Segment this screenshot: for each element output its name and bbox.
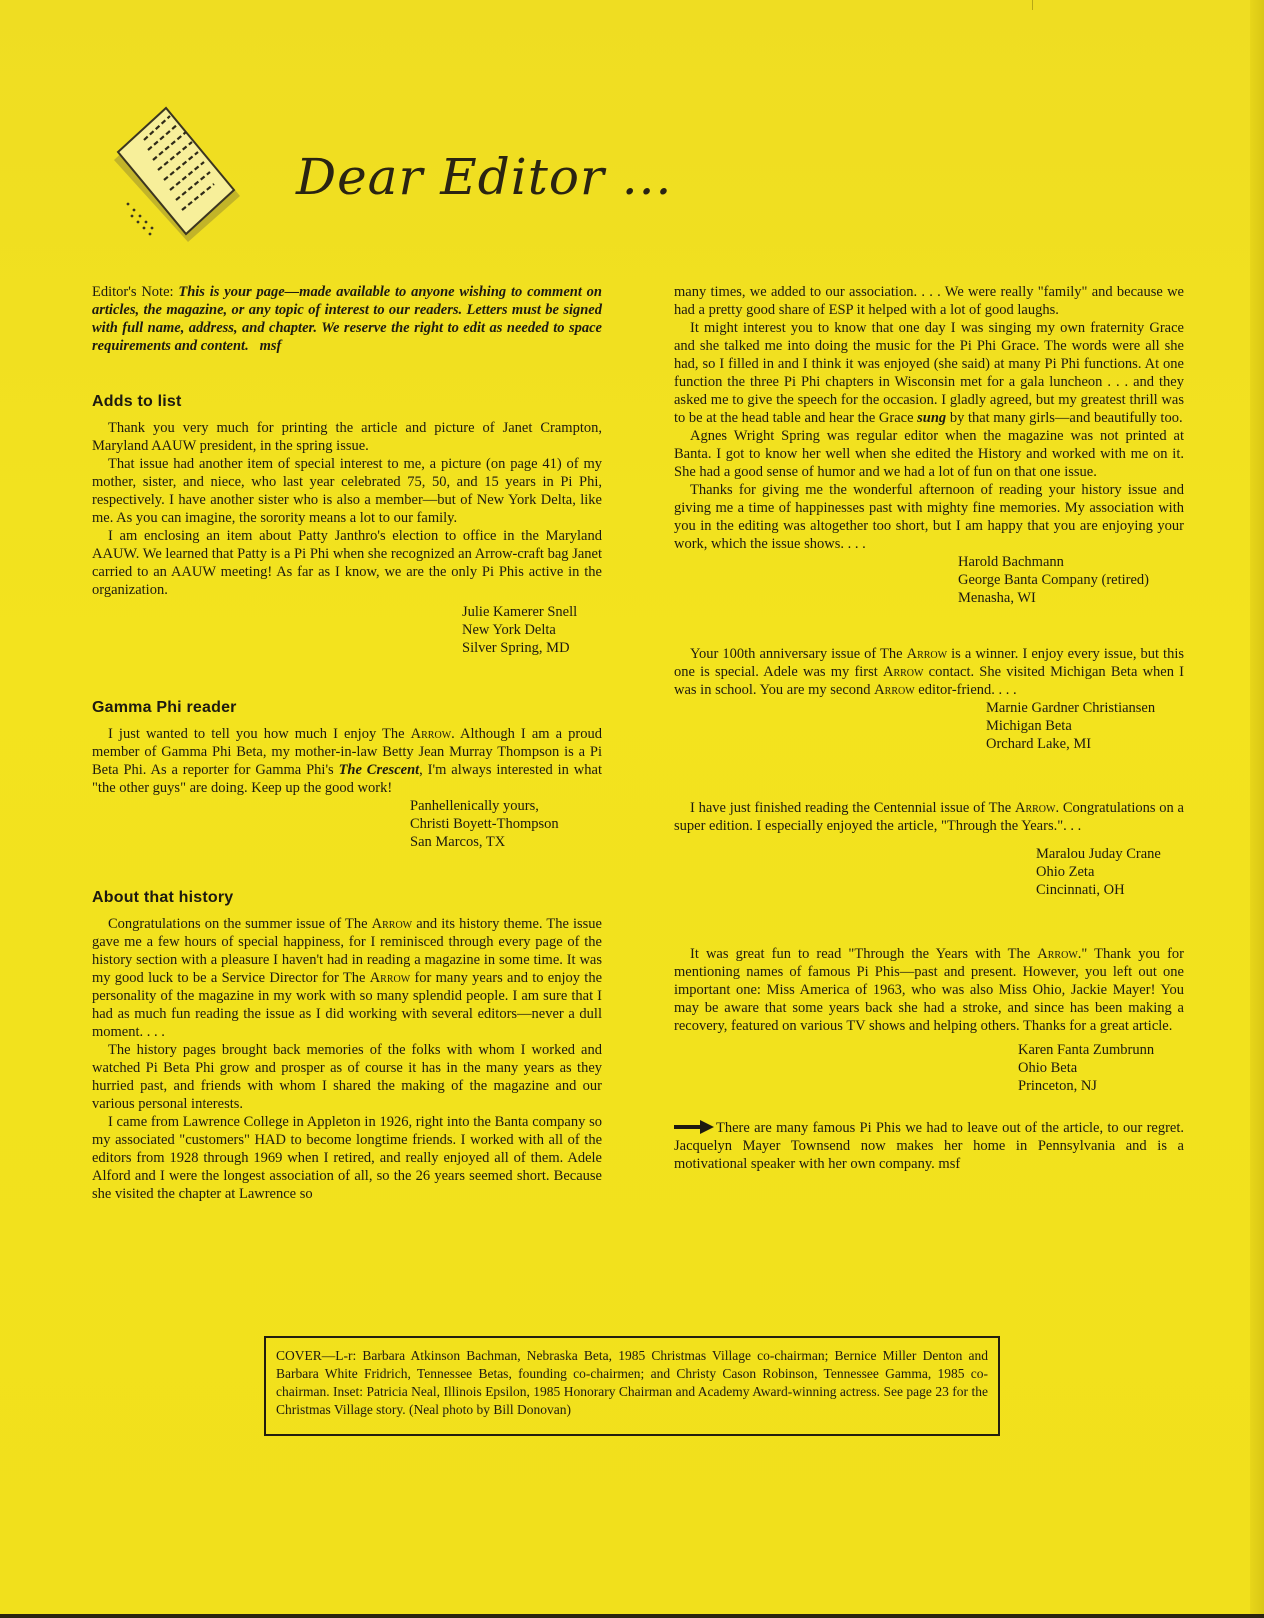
page-edge [1250, 0, 1264, 1618]
text-run: editor-friend. . . . [914, 682, 1017, 698]
magazine-name: Arrow [906, 646, 948, 662]
text-run: Congratulations on the summer issue of The [108, 916, 372, 932]
letter-adds-p3: I am enclosing an item about Patty Janthro's election to office in the Maryland AAUW. We learned that Patty is a Pi Phi when she recognized an Arrow-craft bag Janet carried to an AAUW meeting! As far as I know, we are the only Pi Phis active in the organization. [92, 528, 602, 598]
letter-history-p3: I came from Lawrence College in Appleton in 1926, right into the Banta company so my associated "customers" HAD to become longtime friends. I worked with all of the editors from 1928 through 1969 when I retired, and really enjoyed all of them. Adele Alford and I were the longest association of all, so the 26 years seemed short. Because she visited the chapter at Lawrence so [92, 1114, 602, 1202]
letter-document-icon [108, 104, 248, 244]
signature-company: George Banta Company (retired) [958, 572, 1149, 588]
page-title: Dear Editor ... [296, 148, 673, 206]
letter-super-p1 [674, 799, 1184, 835]
signature-famous [1018, 1041, 1184, 1095]
magazine-name: Arrow [874, 682, 915, 698]
text-run: It might interest you to know that one day I was singing my own fraternity Grace and she talked me into doing the music for the Pi Phi Grace. The words were all she had, so I filled in and I think it was enjoyed (she said) at many Pi Phi functions. At one function the three Pi Phi chapters in Wisconsin met for a gala luncheon . . . and they asked me to give the speech for the occasion. I gladly agreed, but my greatest thrill was to be at the head table and hear the Grace [674, 320, 1184, 426]
signature-city: Menasha, WI [958, 590, 1036, 606]
letter-gamma-p1 [92, 725, 602, 797]
magazine-name: Arrow [1037, 946, 1078, 962]
letter-adds-p1: Thank you very much for printing the article and picture of Janet Crampton, Maryland AAUW president, in the spring issue. [92, 420, 602, 454]
letter-history-p7: Thanks for giving me the wonderful afternoon of reading your history issue and giving me a time of happinesses past with mighty fine memories. My association with you in the editing was altogether too short, but I am happy that you are enjoying your work, which the issue shows. . . . [674, 482, 1184, 552]
heading-adds-to-list: Adds to list [92, 393, 182, 410]
text-run: contact. She visited Michigan Beta when I was in school. You are my second [674, 664, 1184, 698]
text-run: and its history theme. The issue gave me a few hours of special happiness, for I reminisced through every page of the history section with a pleasure I haven't had in reading a magazine in some time. It was my good luck to be a Service Director for The [92, 916, 602, 986]
letter-history-p4: many times, we added to our association. . . . We were really "family" and because we had a pretty good share of ESP it helped with a lot of good laughs. [674, 284, 1184, 318]
italic-word: sung [917, 410, 947, 426]
italic-title: The Crescent [338, 762, 420, 778]
text-run: by that many girls—and beautifully too. [946, 410, 1183, 426]
letter-history-p5 [674, 319, 1184, 427]
signature-gamma [410, 797, 602, 851]
signature-name: Christi Boyett-Thompson [410, 816, 559, 832]
text-run: Your 100th anniversary issue of The [690, 646, 907, 662]
editor-note [92, 283, 602, 355]
cover-caption-box [264, 1336, 1000, 1436]
signature-chapter: Ohio Beta [1018, 1060, 1078, 1076]
text-run: . Although I am a proud member of Gamma Phi Beta, my mother-in-law Betty Jean Murray Thompson is a Pi Beta Phi. As a reporter for Gamma Phi's [92, 726, 602, 778]
magazine-name: Arrow [1014, 800, 1056, 816]
signature-name: Julie Kamerer Snell [462, 604, 578, 620]
letter-history-p2: The history pages brought back memories of the folks with whom I worked and watched Pi Beta Phi grow and prosper as of course it has in the many years as they hurried past, and friends with whom I shared the making of the magazine and our various personal interests. [92, 1042, 602, 1112]
signature-centennial [986, 699, 1184, 753]
signature-history [958, 553, 1184, 607]
text-run: is a winner. I enjoy every issue, but this one is special. Adele was my first [674, 646, 1185, 680]
signature-super [1036, 845, 1184, 899]
signature-name: Maralou Juday Crane [1036, 846, 1161, 862]
bottom-rule [0, 1614, 1264, 1618]
letter-famous-p1 [674, 945, 1184, 1035]
magazine-name: Arrow [410, 726, 452, 742]
signature-name: Harold Bachmann [958, 554, 1064, 570]
text-run: It was great fun to read "Through the Years with The [690, 946, 1038, 962]
heading-about-that-history: About that history [92, 889, 234, 906]
signature-chapter: New York Delta [462, 622, 556, 638]
cover-caption-text: COVER—L-r: Barbara Atkinson Bachman, Nebraska Beta, 1985 Christmas Village co-chairman; Bernice Miller Denton and Barbara White Fridrich, Tennessee Betas, founding co-chairmen; and Christy Cason Robinson, Tennessee Gamma, 1985 co-chairman. Inset: Patricia Neal, Illinois Epsilon, 1985 Honorary Chairman and Academy Award-winning actress. See page 23 for the Christmas Village story. (Neal photo by Bill Donovan) [276, 1348, 988, 1417]
magazine-name: Arrow [882, 664, 924, 680]
editor-note-lead: Editor's Note: [92, 284, 179, 300]
signature-city: Cincinnati, OH [1036, 882, 1125, 898]
letter-history-p6: Agnes Wright Spring was regular editor when the magazine was not printed at Banta. I got to know her well when she edited the History and worked with me on it. She had a good sense of humor and we had a lot of fun on that one issue. [674, 428, 1184, 480]
signature-name: Marnie Gardner Christiansen [986, 700, 1156, 716]
letter-history-p1 [92, 915, 602, 1041]
signature-adds [462, 603, 602, 657]
magazine-name: Arrow [371, 916, 413, 932]
text-run: I just wanted to tell you how much I enjoy The [108, 726, 411, 742]
text-run: ." Thank you for mentioning names of famous Pi Phis—past and present. However, you left out one important one: Miss America of 1963, who was also Miss Ohio, Jackie Mayer! You may be aware that some years back she had a stroke, and since has been making a recovery, featured on various TV shows and helping others. Thanks for a great article. [674, 946, 1184, 1034]
text-run: , I'm always interested in what "the other guys" are doing. Keep up the good work! [92, 762, 602, 796]
text-run: for many years and to enjoy the personality of the magazine in my work with so many splendid people. I am sure that I had as much fun reading the issue as I did working with several editors—never a dull moment. . . . [92, 970, 602, 1040]
heading-gamma-phi-reader: Gamma Phi reader [92, 699, 237, 716]
editor-note-body: This is your page—made available to anyone wishing to comment on articles, the magazine, or any topic of interest to our readers. Letters must be signed with full name, address, and chapter. We reserve the right to edit as needed to space requirements and content. [92, 284, 602, 354]
signature-city: San Marcos, TX [410, 834, 506, 850]
text-run: . Congratulations on a super edition. I especially enjoyed the article, "Through the Years.". . . [674, 800, 1184, 834]
signature-city: Orchard Lake, MI [986, 736, 1092, 752]
right-column [674, 283, 1184, 1173]
editor-reply-text: There are many famous Pi Phis we had to leave out of the article, to our regret. Jacquelyn Mayer Townsend now makes her home in Pennsylvania and is a motivational speaker with her own company. msf [674, 1120, 1184, 1172]
signature-city: Princeton, NJ [1018, 1078, 1097, 1094]
letter-centennial-p1 [674, 645, 1184, 699]
signature-chapter: Michigan Beta [986, 718, 1072, 734]
signature-city: Silver Spring, MD [462, 640, 570, 656]
signature-chapter: Ohio Zeta [1036, 864, 1095, 880]
signature-close: Panhellenically yours, [410, 798, 539, 814]
top-ornament [1032, 0, 1033, 10]
arrow-right-icon [674, 1120, 714, 1134]
left-column [92, 283, 602, 1203]
signature-name: Karen Fanta Zumbrunn [1018, 1042, 1155, 1058]
magazine-name: Arrow [369, 970, 411, 986]
text-run: I have just finished reading the Centennial issue of The [690, 800, 1015, 816]
editor-reply [674, 1119, 1184, 1173]
letter-adds-p2: That issue had another item of special interest to me, a picture (on page 41) of my mother, sister, and niece, who last year celebrated 75, 50, and 15 years in Pi Phi, respectively. I have another sister who is also a member—but of New York Delta, like me. As you can imagine, the sorority means a lot to our family. [92, 456, 602, 526]
editor-note-initials: msf [259, 338, 282, 354]
